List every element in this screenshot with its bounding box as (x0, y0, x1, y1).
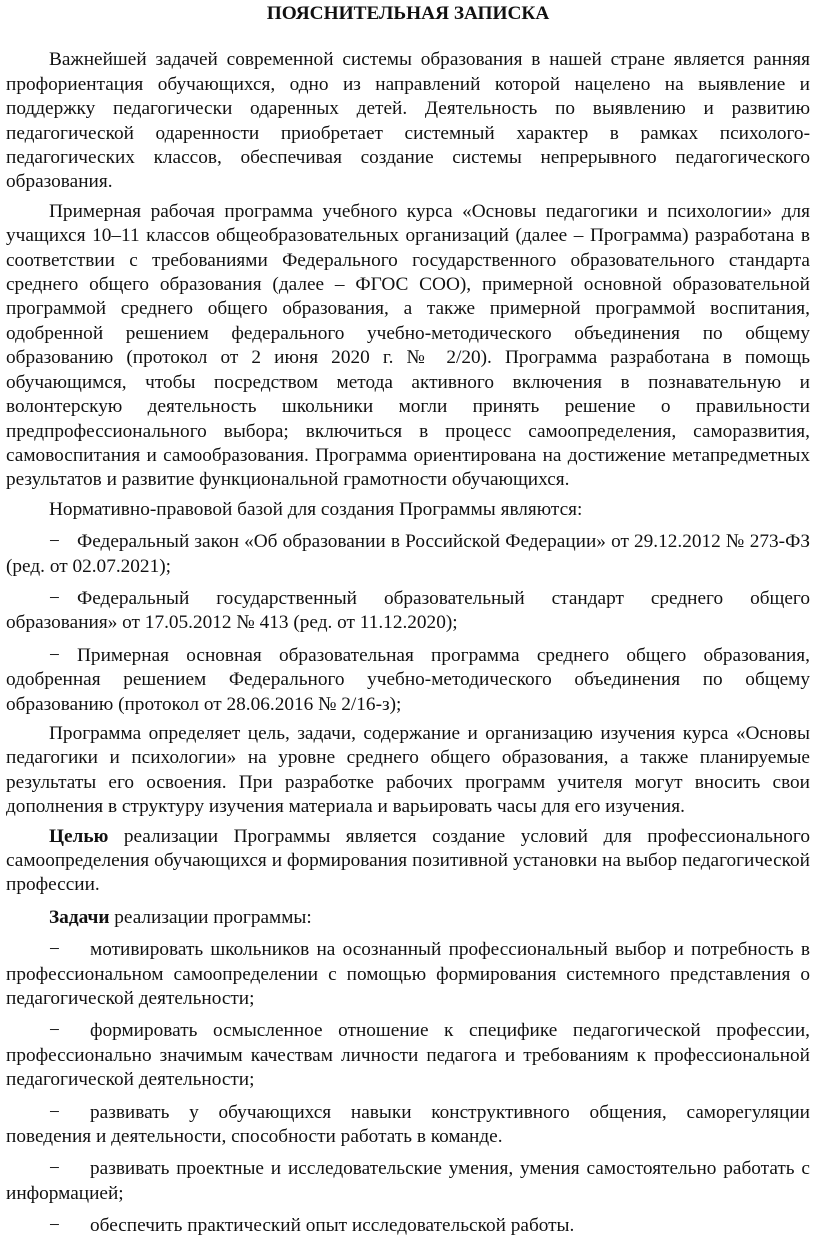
dash-marker: − (49, 531, 60, 553)
program-description-paragraph: Примерная рабочая программа учебного курса «Основы педагогики и психологии» для учащихся 10–11 классов общеобразовательных организаций (далее – Программа) разработана в соответствии с требованиями Федерального государственного образовательного стандарта среднего общего образования (далее – ФГОС СОО), примерной основной образовательной программой среднего общего образования, а также примерной программой воспитания, одобренной решением федерального учебно-методического объединения по общему образованию (протокол от 2 июня 2020 г. № 2/20). Программа разработана в помощь обучающимся, чтобы посредством метода активного включения в познавательную и волонтерскую деятельность школьники могли принять решение о правильности предпрофессионального выбора; включиться в процесс самоопределения, саморазвития, самовоспитания и самообразования. Программа ориентирована на достижение метапредметных результатов и развитие функциональной грамотности обучающихся. (6, 200, 810, 491)
goal-paragraph (6, 825, 810, 898)
dash-marker: − (49, 1158, 60, 1180)
intro-paragraph: Важнейшей задачей современной системы образования в нашей стране является ранняя профориентация обучающихся, одно из направлений которой нацелено на выявление и поддержку педагогически одаренных детей. Деятельность по выявлению и развитию педагогической одаренности приобретает системный характер в рамках психолого-педагогических классов, обеспечивая создание системы непрерывного педагогического образования. (6, 49, 810, 193)
dash-marker: − (49, 939, 60, 961)
task-item-text: обеспечить практический опыт исследовательской работы. (90, 1215, 575, 1237)
task-item-text: развивать проектные и исследовательские умения, умения самостоятельно работать с информацией; (6, 1158, 810, 1204)
task-item (6, 1214, 810, 1238)
task-item (6, 1157, 810, 1206)
legal-base-item (6, 644, 810, 717)
task-item-text: формировать осмысленное отношение к специфике педагогической профессии, профессионально значимым качествам личности педагога и требованиям к профессиональной педагогической деятельности; (6, 1020, 810, 1091)
legal-base-heading: Нормативно-правовой базой для создания Программы являются: (49, 498, 583, 520)
goal-text: реализации Программы является создание условий для профессионального самоопределения обучающихся и формирования позитивной установки на выбор педагогической профессии. (6, 825, 810, 896)
legal-base-item (6, 530, 810, 579)
dash-marker: − (49, 1101, 60, 1123)
task-item-text: развивать у обучающихся навыки конструктивного общения, саморегуляции поведения и деятельности, способности работать в команде. (6, 1101, 810, 1148)
document-title: ПОЯСНИТЕЛЬНАЯ ЗАПИСКА (266, 3, 550, 24)
task-item (6, 938, 810, 1011)
dash-marker: − (49, 1215, 60, 1237)
tasks-heading (6, 906, 810, 930)
dash-marker: − (49, 1020, 60, 1042)
dash-marker: − (49, 587, 60, 609)
task-item-text: мотивировать школьников на осознанный профессиональный выбор и потребность в профессиональном самоопределении с помощью формирования системного представления о педагогической деятельности; (6, 939, 810, 1010)
task-item (6, 1101, 810, 1150)
dash-marker: − (49, 644, 60, 666)
legal-base-item-text: Примерная основная образовательная программа среднего общего образования, одобренная решением Федерального учебно-методического объединения по общему образованию (протокол от 28.06.2016 № 2/16-з); (6, 644, 810, 715)
legal-base-item-text: Федеральный закон «Об образовании в Российской Федерации» от 29.12.2012 № 273-ФЗ (ред. от 02.07.2021); (6, 531, 810, 577)
goal-label: Целью (49, 825, 109, 847)
tasks-label: Задачи (49, 906, 110, 928)
legal-base-item (6, 587, 810, 636)
legal-base-item-text: Федеральный государственный образовательный стандарт среднего общего образования» от 17.05.2012 № 413 (ред. от 11.12.2020); (6, 587, 810, 634)
program-scope-paragraph: Программа определяет цель, задачи, содержание и организацию изучения курса «Основы педагогики и психологии» на уровне среднего общего образования, а также планируемые результаты его освоения. При разработке рабочих программ учителя могут вносить свои дополнения в структуру изучения материала и варьировать часы для его изучения. (6, 722, 810, 818)
task-item (6, 1019, 810, 1092)
tasks-heading-text: реализации программы: (109, 906, 312, 928)
